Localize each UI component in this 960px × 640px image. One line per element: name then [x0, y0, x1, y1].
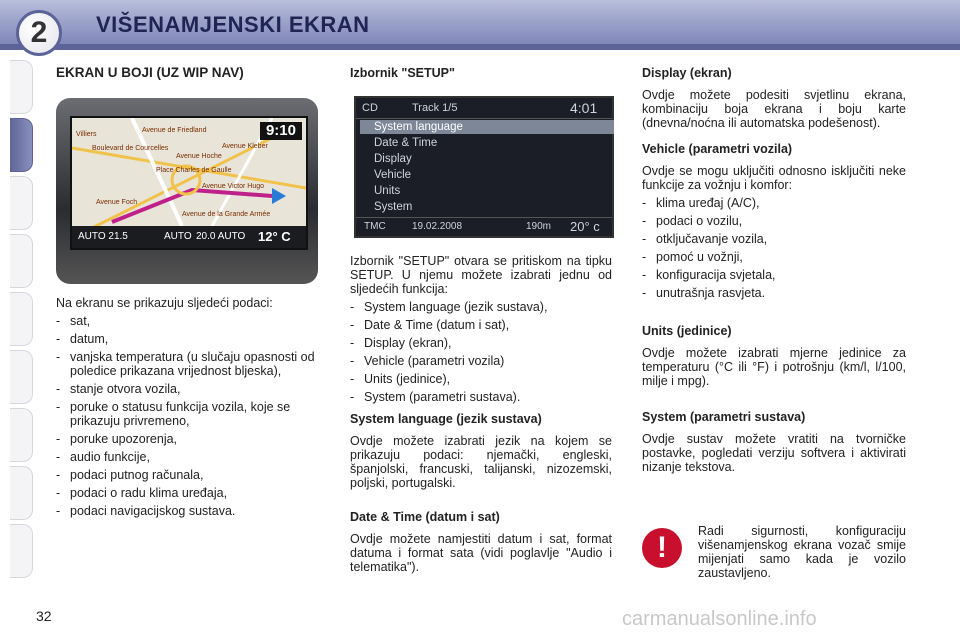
climate-mode: AUTO [164, 231, 192, 242]
page-number: 32 [36, 608, 52, 624]
setup-distance: 190m [526, 221, 552, 232]
chapter-tab-5[interactable] [10, 292, 33, 346]
chapter-tabs [0, 60, 36, 582]
page-header [0, 0, 960, 50]
page-title: VIŠENAMJENSKI EKRAN [96, 12, 370, 37]
units-heading: Units (jedinice) [642, 324, 732, 338]
list-item: - sat, [56, 314, 318, 328]
setup-screen-photo [354, 96, 614, 238]
date-time-heading: Date & Time (datum i sat) [350, 510, 500, 524]
list-item: - otključavanje vozila, [642, 232, 906, 246]
system-language-text: Ovdje možete izabrati jezik na kojem se prikazuju podaci: njemački, engleski, španjolski, francuski, talijanski, nizozemski, poljski, portugalski. [350, 434, 612, 490]
vehicle-heading: Vehicle (parametri vozila) [642, 142, 793, 156]
climate-bar [72, 226, 306, 248]
street-label: Avenue Kleber [222, 143, 268, 150]
list-item: - klima uređaj (A/C), [642, 196, 906, 210]
tmc-label: TMC [364, 221, 386, 232]
list-item: - unutrašnja rasvjeta. [642, 286, 906, 300]
list-item: - stanje otvora vozila, [56, 382, 318, 396]
list-item: - System (parametri sustava). [350, 390, 612, 404]
chapter-tab-2[interactable] [10, 118, 33, 172]
list-item: - podaci putnog računala, [56, 468, 318, 482]
vehicle-text: Ovdje se mogu uključiti odnosno isključiti neke funkcije za vožnju i komfor: [642, 164, 906, 192]
menu-item-units[interactable]: Units [374, 185, 401, 197]
list-item: - Vehicle (parametri vozila) [350, 354, 612, 368]
chapter-tab-7[interactable] [10, 408, 33, 462]
climate-left-temp: AUTO 21.5 [78, 231, 128, 242]
system-heading: System (parametri sustava) [642, 410, 806, 424]
units-text: Ovdje možete izabrati mjerne jedinice za temperaturu (°C ili °F) i potrošnju (km/l, l/100, milje i mpg). [642, 346, 906, 388]
street-label: Avenue Foch [96, 199, 138, 206]
safety-warning [642, 524, 906, 580]
setup-topbar [356, 98, 612, 119]
climate-right-temp: 20.0 AUTO [196, 231, 246, 242]
setup-function-list [350, 300, 612, 404]
list-item: - Date & Time (datum i sat), [350, 318, 612, 332]
warning-text: Radi sigurnosti, konfiguraciju višenamjenskog ekrana vozač smije mijenjati samo kada je vozilo zaustavljeno. [698, 524, 906, 580]
system-language-heading: System language (jezik sustava) [350, 412, 542, 426]
vehicle-function-list [642, 196, 906, 300]
list-item: - datum, [56, 332, 318, 346]
street-label: Avenue de Friedland [142, 127, 207, 134]
list-item: - podaci o vozilu, [642, 214, 906, 228]
chapter-tab-8[interactable] [10, 466, 33, 520]
display-heading: Display (ekran) [642, 66, 732, 80]
setup-heading: Izbornik "SETUP" [350, 66, 455, 80]
menu-item-system[interactable]: System [374, 201, 413, 213]
warning-exclamation-icon: ! [642, 528, 682, 568]
list-item: - podaci o radu klima uređaja, [56, 486, 318, 500]
menu-item-vehicle[interactable]: Vehicle [374, 169, 412, 181]
street-label: Place Charles de Gaulle [156, 167, 232, 174]
nav-map [70, 116, 308, 250]
clock-display: 9:10 [260, 122, 302, 140]
menu-item-system-language[interactable]: System language [360, 120, 614, 134]
setup-date: 19.02.2008 [412, 221, 463, 232]
cd-source-label: CD [362, 102, 378, 114]
color-screen-heading: EKRAN U BOJI (UZ WIP NAV) [56, 65, 244, 80]
menu-item-display[interactable]: Display [374, 153, 412, 165]
chapter-tab-4[interactable] [10, 234, 33, 288]
setup-bottombar [356, 217, 612, 236]
list-item: - poruke upozorenja, [56, 432, 318, 446]
track-label: Track 1/5 [412, 102, 458, 114]
column-setup-menu [350, 66, 612, 574]
column-settings [642, 66, 906, 474]
list-item: - poruke o statusu funkcija vozila, koje se prikazuju privremeno, [56, 400, 318, 428]
list-item: - Display (ekran), [350, 336, 612, 350]
display-text: Ovdje možete podesiti svjetlinu ekrana, kombinaciju boja ekrana i boju karte (dnevna/noćna ili automatska podešenost). [642, 88, 906, 130]
list-item: - Units (jedinice), [350, 372, 612, 386]
date-time-text: Ovdje možete namjestiti datum i sat, format datuma i format sata (vidi poglavlje "Audio i telematika"). [350, 532, 612, 574]
chapter-number-badge: 2 [16, 10, 62, 56]
chapter-tab-9[interactable] [10, 524, 33, 578]
street-label: Villiers [76, 131, 97, 138]
list-item: - vanjska temperatura (u slučaju opasnosti od poledice prikazana vrijednost bljeska), [56, 350, 318, 378]
setup-intro: Izbornik "SETUP" otvara se pritiskom na tipku SETUP. U njemu možete izabrati jednu od sljedećih funkcija: [350, 254, 612, 296]
setup-temperature: 20° c [570, 219, 600, 234]
nav-screen-photo [56, 98, 318, 284]
list-item: - pomoć u vožnji, [642, 250, 906, 264]
street-label: Boulevard de Courcelles [92, 145, 169, 152]
street-label: Avenue Hoche [176, 153, 222, 160]
chapter-tab-6[interactable] [10, 350, 33, 404]
chapter-tab-3[interactable] [10, 176, 33, 230]
color-screen-list [56, 314, 318, 518]
list-item: - audio funkcije, [56, 450, 318, 464]
street-label: Avenue de la Grande Armée [182, 211, 271, 218]
setup-clock: 4:01 [570, 100, 598, 116]
color-screen-intro: Na ekranu se prikazuju sljedeći podaci: [56, 296, 273, 310]
street-label: Avenue Victor Hugo [202, 183, 265, 190]
header-stripe [0, 44, 960, 50]
system-text: Ovdje sustav možete vratiti na tvorničke postavke, pogledati verziju softvera i aktivirati nizanje tekstova. [642, 432, 906, 474]
menu-item-date-time[interactable]: Date & Time [374, 137, 438, 149]
column-color-screen [56, 66, 318, 522]
list-item: - podaci navigacijskog sustava. [56, 504, 318, 518]
outside-temperature: 12° C [258, 229, 291, 244]
list-item: - System language (jezik sustava), [350, 300, 612, 314]
watermark: carmanualsonline.info [622, 608, 817, 630]
chapter-tab-1[interactable] [10, 60, 33, 114]
list-item: - konfiguracija svjetala, [642, 268, 906, 282]
